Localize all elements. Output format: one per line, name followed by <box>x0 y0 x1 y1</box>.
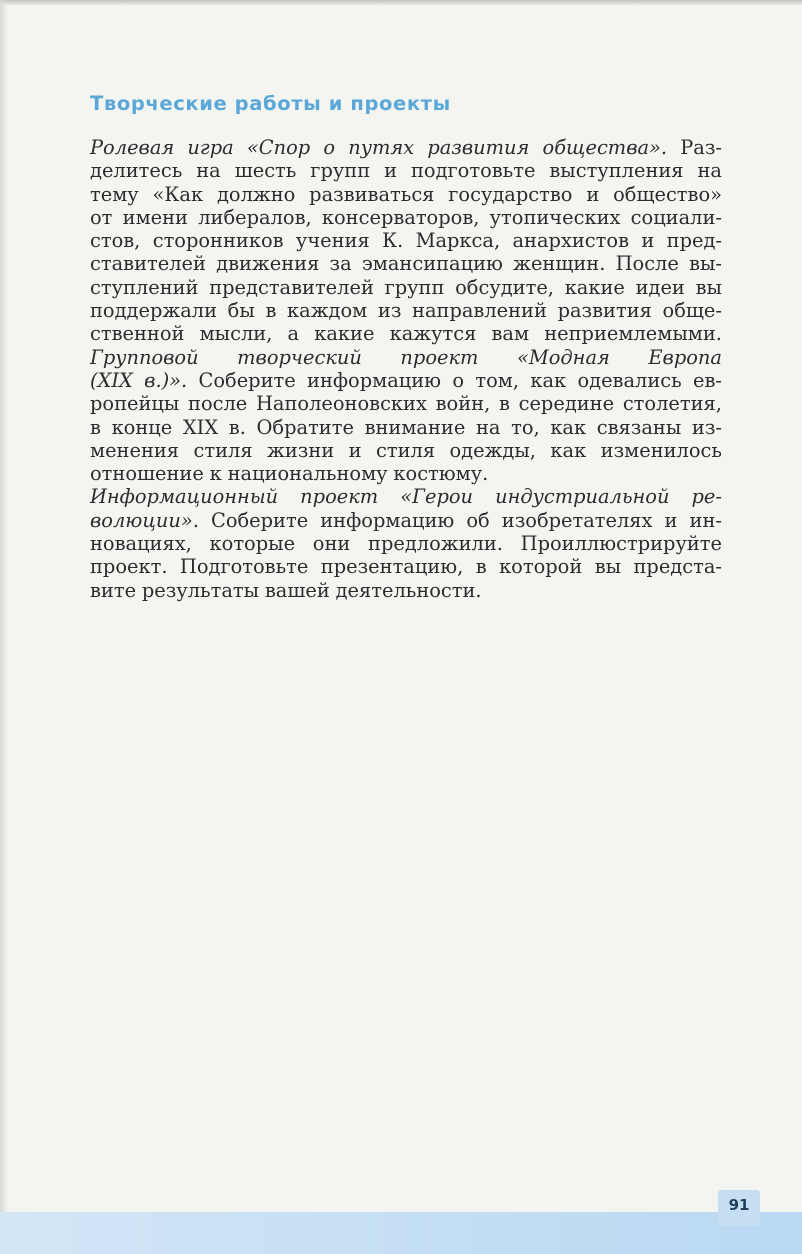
word: подготовьте <box>410 159 536 183</box>
text-line <box>90 136 722 159</box>
word: вите <box>90 578 137 602</box>
word: информацию <box>307 368 442 392</box>
word: игра <box>187 136 234 159</box>
word: государство <box>448 182 573 206</box>
word: изменилось <box>600 438 722 462</box>
word: ин- <box>689 508 722 532</box>
word: которые <box>209 532 296 556</box>
word: развиваться <box>309 182 435 206</box>
word: за <box>329 252 352 276</box>
word: внимание <box>364 415 466 439</box>
section-heading: Творческие работы и проекты <box>90 92 451 115</box>
word: как <box>530 368 567 392</box>
word: делитесь <box>90 159 183 183</box>
word: вы- <box>689 252 722 276</box>
word: в. <box>228 415 246 439</box>
word: ев- <box>693 368 722 392</box>
page-number-box <box>718 1190 760 1226</box>
text-line <box>90 579 722 602</box>
word: эмансипацию <box>361 252 503 276</box>
word: «Спор <box>246 136 311 159</box>
word: как <box>550 415 587 439</box>
word: каждом <box>287 299 368 323</box>
word: отношение <box>90 462 204 486</box>
word: изобретателях <box>501 508 653 532</box>
word: обсудите, <box>455 275 554 299</box>
word: Обратите <box>256 415 354 439</box>
word: Ролевая <box>90 136 175 159</box>
word: жизни <box>266 438 335 462</box>
text-line <box>90 322 722 345</box>
word: учения <box>295 229 370 253</box>
word: и <box>664 508 678 532</box>
word: информацию <box>320 508 455 532</box>
word: Информационный <box>90 485 279 509</box>
word: ступлений <box>90 275 199 299</box>
word: движения <box>216 252 320 276</box>
word: Проиллюстрируйте <box>520 532 722 556</box>
word: новациях, <box>90 532 192 556</box>
word: костюму. <box>393 462 489 486</box>
word: столетия, <box>622 392 722 416</box>
word: выступления <box>549 159 684 183</box>
word: конце <box>111 415 173 439</box>
word: связаны <box>596 415 682 439</box>
word: идеи <box>635 275 685 299</box>
word: предложили. <box>368 532 503 556</box>
word: кажутся <box>389 322 477 346</box>
word: ставителей <box>90 252 206 276</box>
word: ственной <box>90 322 185 346</box>
word: вам <box>491 322 530 346</box>
word: из- <box>691 415 722 439</box>
word: После <box>615 252 679 276</box>
word: на <box>697 159 722 183</box>
word: утопических <box>489 205 621 229</box>
word: на <box>475 415 501 439</box>
word: К. <box>382 229 404 253</box>
word: путях <box>348 136 415 159</box>
word: предста- <box>633 555 722 579</box>
scan-top-edge <box>0 0 802 6</box>
word: женщин. <box>513 252 606 276</box>
word: какие <box>564 275 625 299</box>
word: ре- <box>691 485 722 509</box>
footer-band <box>0 1212 802 1254</box>
text-line <box>90 462 722 485</box>
word: одевались <box>577 368 682 392</box>
word: из <box>377 299 402 323</box>
word: то, <box>511 415 540 439</box>
word: в.)». <box>144 368 188 392</box>
word: результаты <box>141 578 260 602</box>
word: поддержали <box>90 299 218 323</box>
word: Соберите <box>198 368 296 392</box>
word: одежды, <box>449 438 536 462</box>
word: национальному <box>227 462 388 486</box>
word: вы <box>594 555 622 579</box>
word: социали- <box>630 205 722 229</box>
word: имени <box>122 205 188 229</box>
word: Подготовьте <box>179 555 309 579</box>
word: вы <box>695 275 722 299</box>
word: волюции». <box>90 508 199 532</box>
word: в <box>90 415 101 439</box>
text-line <box>90 416 722 439</box>
word: Соберите <box>210 508 309 532</box>
word: творческий <box>237 345 362 369</box>
word: в <box>475 555 487 579</box>
text-line <box>90 509 722 532</box>
text-line <box>90 276 722 299</box>
word: как <box>550 438 587 462</box>
word: деятельности. <box>335 578 482 602</box>
word: Маркса, <box>415 229 501 253</box>
word: консерваторов, <box>321 205 480 229</box>
word: а <box>287 322 300 346</box>
word: мысли, <box>199 322 273 346</box>
word: вашей <box>264 578 330 602</box>
word: которой <box>499 555 583 579</box>
word: пред- <box>666 229 722 253</box>
word: в <box>265 299 277 323</box>
word: проект. <box>90 555 168 579</box>
word: менения <box>90 438 180 462</box>
word: «Герои <box>400 485 474 509</box>
text-line <box>90 206 722 229</box>
text-line <box>90 392 722 415</box>
word: и <box>641 229 655 253</box>
text-line <box>90 229 722 252</box>
word: групп <box>310 159 371 183</box>
word: проект <box>300 485 379 509</box>
word: обще- <box>662 299 722 323</box>
word: бы <box>227 299 255 323</box>
word: сторонников <box>152 229 284 253</box>
word: они <box>312 532 351 556</box>
word: тему <box>90 182 139 206</box>
word: шесть <box>234 159 297 183</box>
word: какие <box>314 322 375 346</box>
word: о <box>452 368 465 392</box>
text-line <box>90 532 722 555</box>
word: должно <box>216 182 296 206</box>
scan-left-edge <box>0 0 8 1254</box>
word: том, <box>475 368 520 392</box>
text-line <box>90 439 722 462</box>
word: общества». <box>542 136 668 159</box>
word: презентацию, <box>320 555 464 579</box>
word: ропейцы <box>90 392 180 416</box>
text-line <box>90 159 722 182</box>
word: Групповой <box>90 345 199 369</box>
word: Наполеоновских <box>256 392 427 416</box>
text-line <box>90 369 722 392</box>
word: о <box>323 136 336 159</box>
word: и <box>384 159 398 183</box>
word: неприемлемыми. <box>544 322 722 346</box>
word: и <box>348 438 362 462</box>
word: развития <box>557 299 652 323</box>
word: направлений <box>412 299 547 323</box>
word: на <box>196 159 221 183</box>
word: в <box>498 392 510 416</box>
word: индустриальной <box>495 485 670 509</box>
text-line <box>90 252 722 275</box>
word: после <box>188 392 248 416</box>
word: от <box>90 205 113 229</box>
text-line <box>90 485 722 508</box>
word: либералов, <box>198 205 312 229</box>
word: развития <box>427 136 530 159</box>
word: войн, <box>435 392 491 416</box>
word: «Модная <box>517 345 610 369</box>
page-number: 91 <box>728 1196 750 1214</box>
word: стиля <box>193 438 253 462</box>
word: проект <box>400 345 479 369</box>
word: общество» <box>613 182 722 206</box>
word: стиля <box>375 438 436 462</box>
word: об <box>466 508 490 532</box>
word: анархистов <box>512 229 629 253</box>
word: и <box>586 182 600 206</box>
word: (XIX <box>90 368 133 392</box>
word: представителей <box>209 275 374 299</box>
word: Раз- <box>680 136 722 159</box>
word: Европа <box>648 345 722 369</box>
word: середине <box>518 392 615 416</box>
text-line <box>90 299 722 322</box>
word: XIX <box>182 415 219 439</box>
word: стов, <box>90 229 141 253</box>
word: групп <box>384 275 445 299</box>
word: к <box>209 462 222 486</box>
word: «Как <box>152 182 204 206</box>
text-line <box>90 346 722 369</box>
body-text <box>90 136 722 602</box>
text-line <box>90 555 722 578</box>
text-line <box>90 183 722 206</box>
